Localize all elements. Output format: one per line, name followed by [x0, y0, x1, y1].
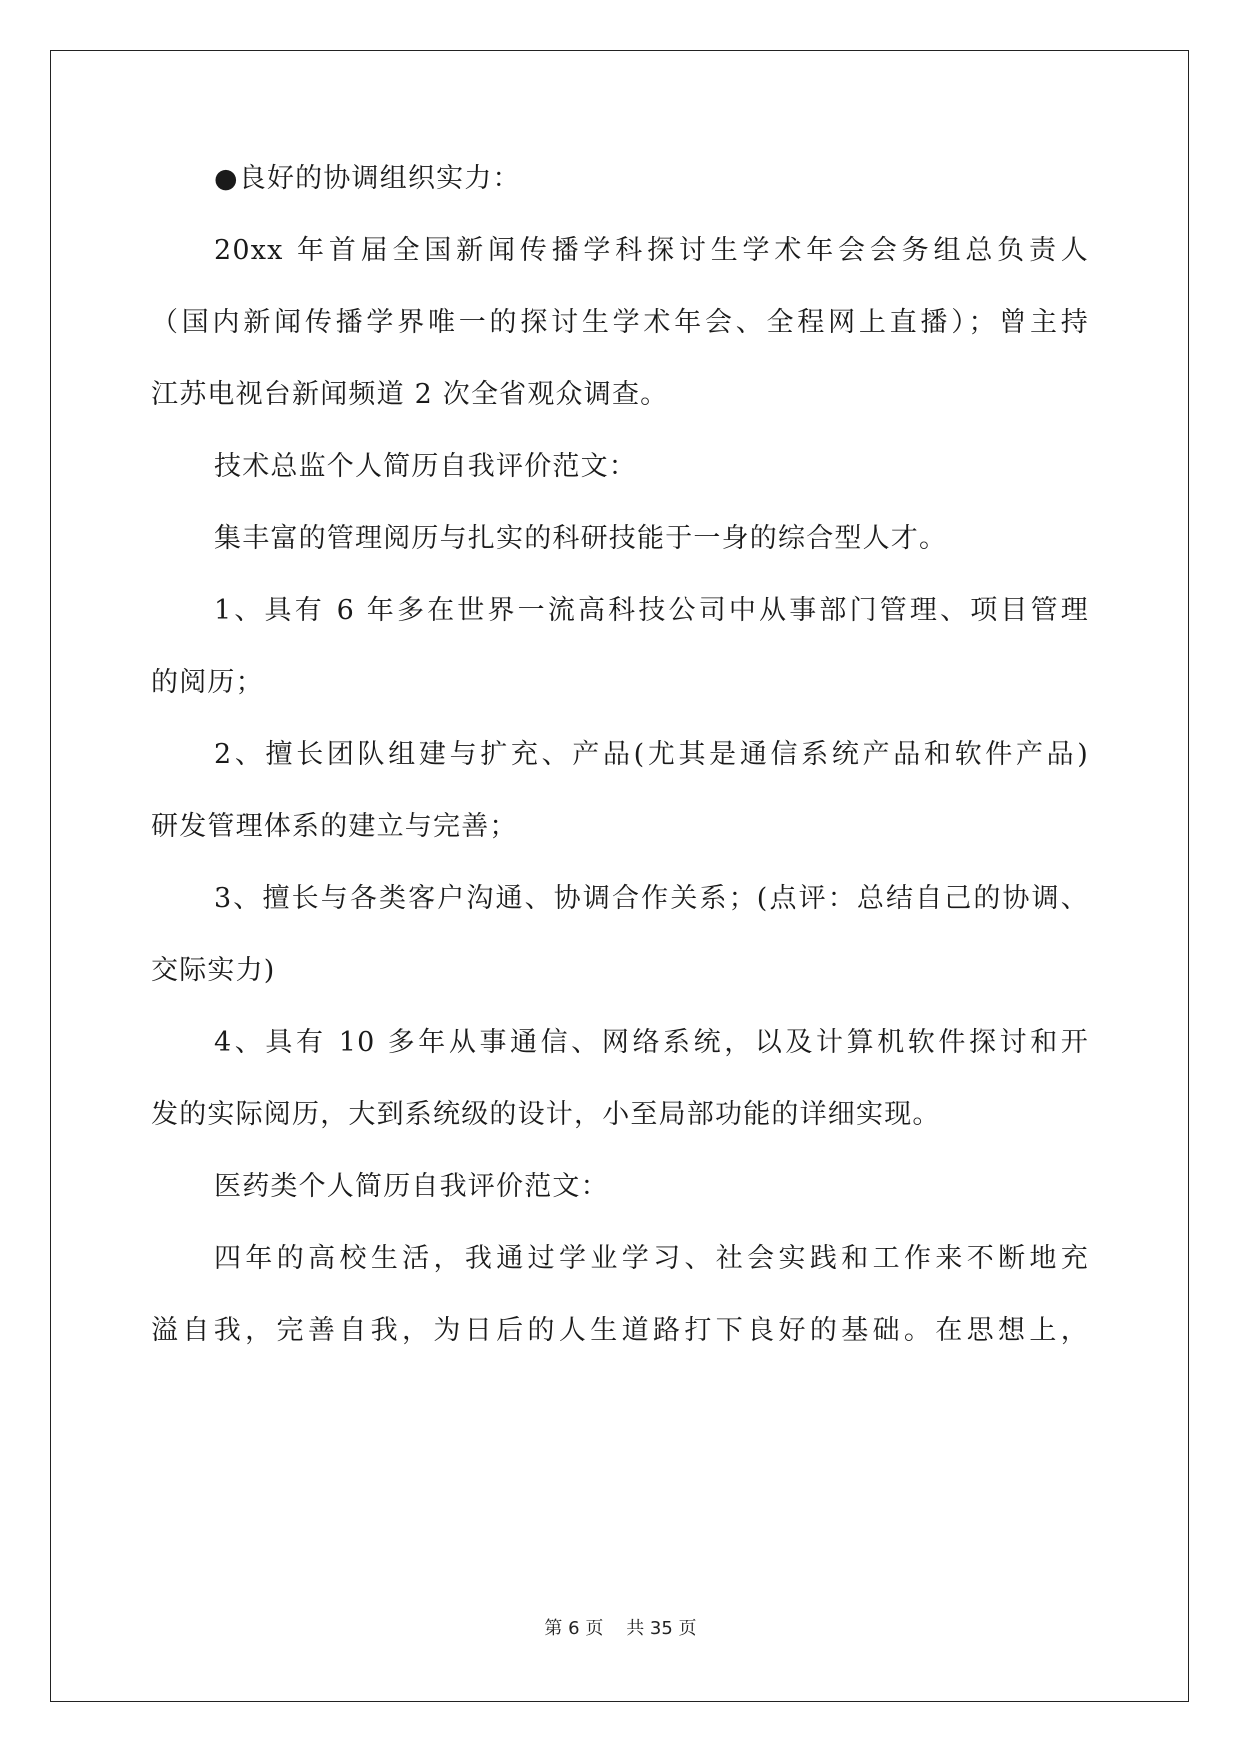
bullet-heading-coordination: ●良好的协调组织实力：	[214, 163, 521, 194]
list-item-4: 4、具有 10 多年从事通信、网络系统，以及计算机软件探讨和开	[214, 1027, 1089, 1058]
page-border	[50, 50, 1189, 1702]
paragraph-line: 的阅历；	[151, 667, 264, 698]
paragraph-line: 溢自我，完善自我，为日后的人生道路打下良好的基础。在思想上，	[151, 1315, 1089, 1346]
paragraph-line: 20xx 年首届全国新闻传播学科探讨生学术年会会务组总负责人	[214, 235, 1089, 266]
page-number: 第 6 页 共 35 页	[544, 1618, 697, 1639]
paragraph-line: （国内新闻传播学界唯一的探讨生学术年会、全程网上直播）；曾主持	[151, 307, 1089, 338]
list-item-3: 3、擅长与各类客户沟通、协调合作关系；(点评：总结自己的协调、	[214, 883, 1089, 914]
list-item-2: 2、擅长团队组建与扩充、产品(尤其是通信系统产品和软件产品)	[214, 739, 1089, 770]
paragraph-line: 集丰富的管理阅历与扎实的科研技能于一身的综合型人才。	[214, 523, 948, 554]
section-heading-medical: 医药类个人简历自我评价范文：	[214, 1171, 609, 1202]
paragraph-line: 发的实际阅历，大到系统级的设计，小至局部功能的详细实现。	[151, 1099, 941, 1130]
paragraph-line: 研发管理体系的建立与完善；	[151, 811, 518, 842]
paragraph-line: 交际实力)	[151, 955, 276, 986]
paragraph-line: 江苏电视台新闻频道 2 次全省观众调查。	[151, 379, 669, 410]
list-item-1: 1、具有 6 年多在世界一流高科技公司中从事部门管理、项目管理	[214, 595, 1089, 626]
paragraph-line: 四年的高校生活，我通过学业学习、社会实践和工作来不断地充	[214, 1243, 1089, 1274]
page-footer	[0, 1614, 1241, 1640]
section-heading-tech-director: 技术总监个人简历自我评价范文：	[214, 451, 637, 482]
